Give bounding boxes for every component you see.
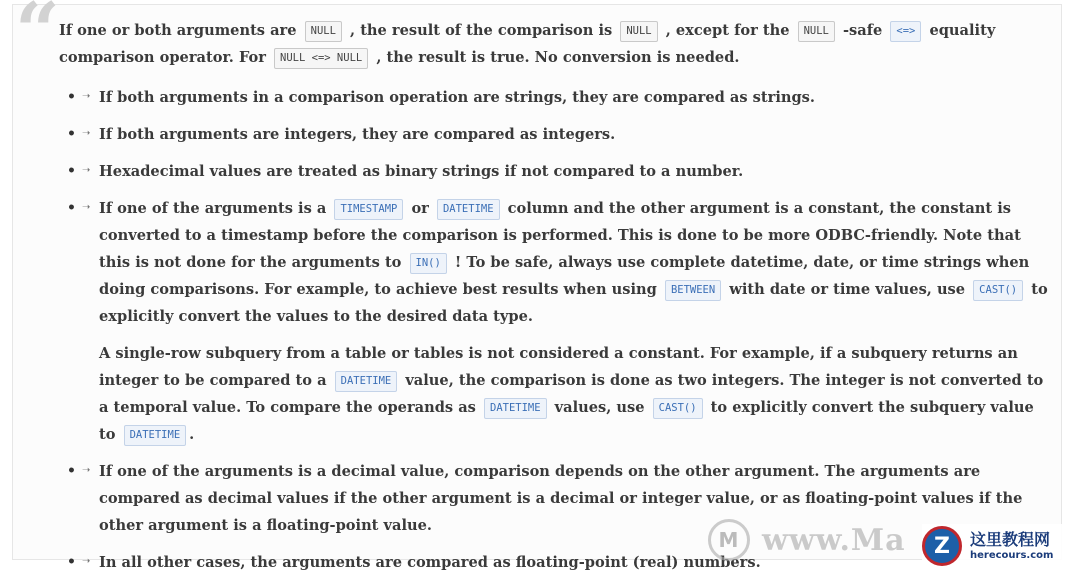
- arrow-icon: ➝: [82, 91, 91, 102]
- list-item: [59, 195, 1055, 448]
- logo-url: herecours.com: [970, 550, 1054, 561]
- list-item-text: In all other cases, the arguments are compared as floating-point (real) numbers.: [99, 554, 761, 571]
- list-item-text: Hexadecimal values are treated as binary strings if not compared to a number.: [99, 163, 744, 180]
- intro-text: , the result of the comparison is: [350, 22, 613, 39]
- timestamp-link[interactable]: TIMESTAMP: [334, 199, 403, 220]
- list-item-text: If both arguments in a comparison operation are strings, they are compared as strings.: [99, 89, 815, 106]
- list-item-text: If both arguments are integers, they are compared as integers.: [99, 126, 616, 143]
- arrow-icon: ➝: [82, 465, 91, 476]
- arrow-icon: ➝: [82, 165, 91, 176]
- bullet-icon: •: [67, 89, 76, 105]
- arrow-icon: ➝: [82, 202, 91, 213]
- conversion-rules-list: [59, 84, 1055, 576]
- intro-text: , the result is true. No conversion is needed.: [376, 49, 740, 66]
- bullet-icon: •: [67, 126, 76, 142]
- intro-paragraph: [59, 17, 1055, 71]
- bullet-icon: •: [67, 200, 76, 216]
- bullet-icon: •: [67, 463, 76, 479]
- arrow-icon: ➝: [82, 556, 91, 567]
- quote-mark-icon: “: [15, 0, 60, 77]
- watermark-logo-icon: M: [708, 519, 750, 561]
- datetime-link[interactable]: DATETIME: [484, 398, 547, 419]
- arrow-icon: ➝: [82, 128, 91, 139]
- bullet-icon: •: [67, 163, 76, 179]
- code-null: NULL: [620, 21, 657, 42]
- datetime-link[interactable]: DATETIME: [124, 425, 187, 446]
- list-item-text: If one of the arguments is a TIMESTAMP or DATETIME column and the other argument is a constant, the constant is converted to a timestamp before the comparison is performed. This is done to be more ODBC-friendly. Note that this is not done for the arguments to IN() ! To be safe, always use complete datetime, date, or time strings when doing comparisons. For example, to achieve best results when using BETWEEN with date or time values, use CAST() to explicitly convert the values to the desired data type.: [99, 200, 1048, 325]
- list-item-subparagraph: A single-row subquery from a table or tables is not considered a constant. For example, if a subquery returns an integer to be compared to a DATETIME value, the comparison is done as two integers. The integer is not converted to a temporal value. To compare the operands as DATETIME values, use CAST() to explicitly convert the subquery value to DATETIME .: [99, 340, 1055, 448]
- between-link[interactable]: BETWEEN: [665, 280, 721, 301]
- list-item-text: If one of the arguments is a decimal value, comparison depends on the other argument. The arguments are compared as decimal values if the other argument is a decimal or integer value, or as floating-point values if the other argument is a floating-point value.: [99, 463, 1023, 534]
- code-null: NULL: [305, 21, 342, 42]
- cast-link[interactable]: CAST(): [653, 398, 703, 419]
- intro-text: , except for the: [665, 22, 790, 39]
- blockquote: [12, 0, 1062, 571]
- code-null: NULL: [798, 21, 835, 42]
- intro-text: -safe: [842, 22, 883, 39]
- intro-text: If one or both arguments are: [59, 22, 297, 39]
- watermark-text: www.Ma: [762, 522, 906, 558]
- in-function-link[interactable]: IN(): [410, 253, 447, 274]
- list-item: [59, 84, 1055, 111]
- intro-text: equality comparison operator. For: [59, 22, 996, 66]
- site-logo: [922, 524, 1068, 568]
- blockquote-content: [59, 17, 1055, 586]
- bullet-icon: •: [67, 554, 76, 570]
- cast-link[interactable]: CAST(): [973, 280, 1023, 301]
- datetime-link[interactable]: DATETIME: [335, 371, 398, 392]
- list-item: [59, 158, 1055, 185]
- code-null-compare: NULL <=> NULL: [274, 48, 368, 69]
- watermark: [708, 516, 928, 564]
- null-safe-operator-link[interactable]: <=>: [890, 21, 921, 42]
- list-item: [59, 121, 1055, 148]
- datetime-link[interactable]: DATETIME: [437, 199, 500, 220]
- logo-z-icon: Z: [922, 526, 962, 566]
- logo-title: 这里教程网: [970, 530, 1051, 549]
